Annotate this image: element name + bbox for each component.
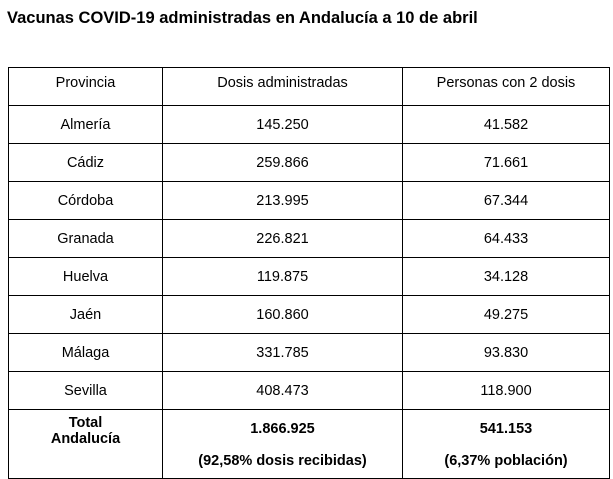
two-doses-cell: 34.128 — [403, 258, 610, 296]
vaccination-table — [8, 67, 610, 479]
province-cell: Sevilla — [9, 372, 163, 410]
doses-cell: 259.866 — [163, 144, 403, 182]
table-row — [9, 372, 610, 410]
province-cell: Almería — [9, 106, 163, 144]
doses-cell: 119.875 — [163, 258, 403, 296]
doses-cell: 160.860 — [163, 296, 403, 334]
total-two-doses-value: 541.153 — [479, 421, 533, 437]
total-doses-cell — [163, 410, 403, 479]
column-header-province: Provincia — [9, 68, 163, 106]
table-row — [9, 220, 610, 258]
doses-cell: 145.250 — [163, 106, 403, 144]
column-header-doses: Dosis administradas — [163, 68, 403, 106]
two-doses-cell: 67.344 — [403, 182, 610, 220]
doses-cell: 213.995 — [163, 182, 403, 220]
total-label-cell — [9, 410, 163, 479]
province-cell: Jaén — [9, 296, 163, 334]
province-cell: Granada — [9, 220, 163, 258]
page-title: Vacunas COVID-19 administradas en Andalucía a 10 de abril — [7, 9, 478, 27]
total-label-line1: Total — [68, 415, 103, 431]
table-row — [9, 144, 610, 182]
doses-cell: 226.821 — [163, 220, 403, 258]
two-doses-cell: 71.661 — [403, 144, 610, 182]
province-cell: Málaga — [9, 334, 163, 372]
two-doses-cell: 41.582 — [403, 106, 610, 144]
two-doses-cell: 64.433 — [403, 220, 610, 258]
two-doses-cell: 93.830 — [403, 334, 610, 372]
province-cell: Córdoba — [9, 182, 163, 220]
province-cell: Huelva — [9, 258, 163, 296]
total-two-doses-cell — [403, 410, 610, 479]
doses-cell: 408.473 — [163, 372, 403, 410]
total-two-doses-note: (6,37% población) — [444, 453, 568, 469]
table-row — [9, 296, 610, 334]
total-doses-value: 1.866.925 — [250, 421, 315, 437]
table-header-row — [9, 68, 610, 106]
total-doses-note: (92,58% dosis recibidas) — [198, 453, 367, 469]
table-row — [9, 258, 610, 296]
table-row — [9, 106, 610, 144]
table-row — [9, 334, 610, 372]
table-row — [9, 182, 610, 220]
total-label-line2: Andalucía — [50, 431, 121, 447]
total-row — [9, 410, 610, 479]
two-doses-cell: 49.275 — [403, 296, 610, 334]
doses-cell: 331.785 — [163, 334, 403, 372]
two-doses-cell: 118.900 — [403, 372, 610, 410]
province-cell: Cádiz — [9, 144, 163, 182]
column-header-two-doses: Personas con 2 dosis — [403, 68, 610, 106]
